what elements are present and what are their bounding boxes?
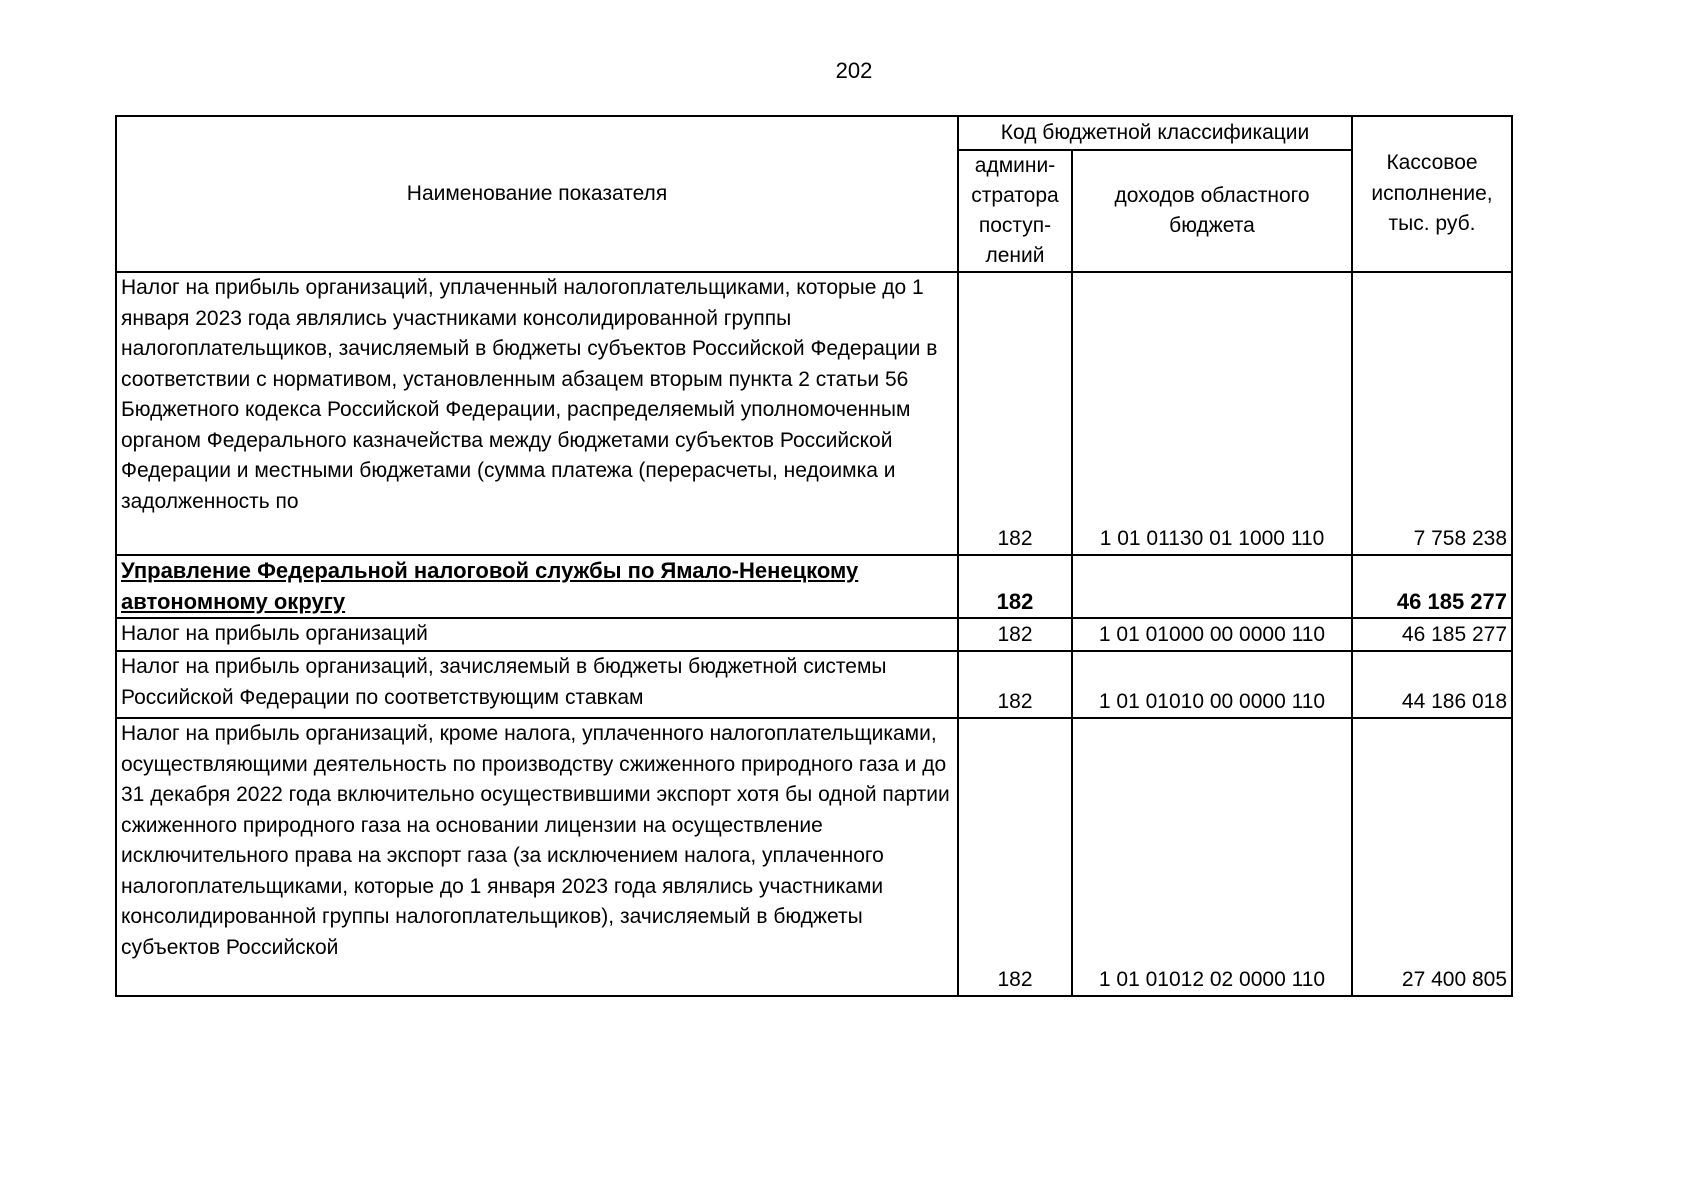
- header-code-group: Код бюджетной классификации: [958, 116, 1352, 150]
- row-income-code: 1 01 01130 01 1000 110: [1072, 272, 1352, 555]
- row-admin-code: 182: [958, 272, 1072, 555]
- table-row: [116, 618, 1512, 651]
- table-row: [116, 718, 1512, 996]
- row-name: Налог на прибыль организаций: [116, 618, 958, 651]
- row-admin-code: 182: [958, 618, 1072, 651]
- row-amount: 7 758 238: [1352, 272, 1512, 555]
- row-income-code: [1072, 555, 1352, 618]
- header-cash: Кассовое исполнение, тыс. руб.: [1352, 116, 1512, 272]
- row-name: Налог на прибыль организаций, зачисляемый в бюджеты бюджетной системы Российской Федерации по соответствующим ставкам: [116, 651, 958, 718]
- row-income-code: 1 01 01010 00 0000 110: [1072, 651, 1352, 718]
- budget-table: [115, 115, 1513, 997]
- row-amount: 27 400 805: [1352, 718, 1512, 996]
- row-admin-code: 182: [958, 718, 1072, 996]
- row-income-code: 1 01 01012 02 0000 110: [1072, 718, 1352, 996]
- row-name: Управление Федеральной налоговой службы по Ямало-Ненецкому автономному округу: [116, 555, 958, 618]
- table-row: [116, 651, 1512, 718]
- row-amount: 44 186 018: [1352, 651, 1512, 718]
- row-admin-code: 182: [958, 555, 1072, 618]
- header-income: доходов областного бюджета: [1072, 150, 1352, 272]
- table-row: [116, 555, 1512, 618]
- header-row-1: [116, 116, 1512, 150]
- row-name: Налог на прибыль организаций, кроме налога, уплаченного налогоплательщиками, осуществляющими деятельность по производству сжиженного природного газа и до 31 декабря 2022 года включительно осуществившими экспорт хотя бы одной партии сжиженного природного газа на основании лицензии на осуществление исключительного права на экспорт газа (за исключением налога, уплаченного налогоплательщиками, которые до 1 января 2023 года являлись участниками консолидированной группы налогоплательщиков), зачисляемый в бюджеты субъектов Российской: [116, 718, 958, 996]
- row-income-code: 1 01 01000 00 0000 110: [1072, 618, 1352, 651]
- row-admin-code: 182: [958, 651, 1072, 718]
- header-admin: админи- стратора поступ- лений: [958, 150, 1072, 272]
- table-row: [116, 272, 1512, 555]
- row-amount: 46 185 277: [1352, 555, 1512, 618]
- row-name: Налог на прибыль организаций, уплаченный налогоплательщиками, которые до 1 января 2023 года являлись участниками консолидированной группы налогоплательщиков, зачисляемый в бюджеты субъектов Российской Федерации в соответствии с нормативом, установленным абзацем вторым пункта 2 статьи 56 Бюджетного кодекса Российской Федерации, распределяемый уполномоченным органом Федерального казначейства между бюджетами субъектов Российской Федерации и местными бюджетами (сумма платежа (перерасчеты, недоимка и задолженность по: [116, 272, 958, 555]
- page-number: 202: [835, 58, 873, 83]
- row-amount: 46 185 277: [1352, 618, 1512, 651]
- header-name: Наименование показателя: [116, 116, 958, 272]
